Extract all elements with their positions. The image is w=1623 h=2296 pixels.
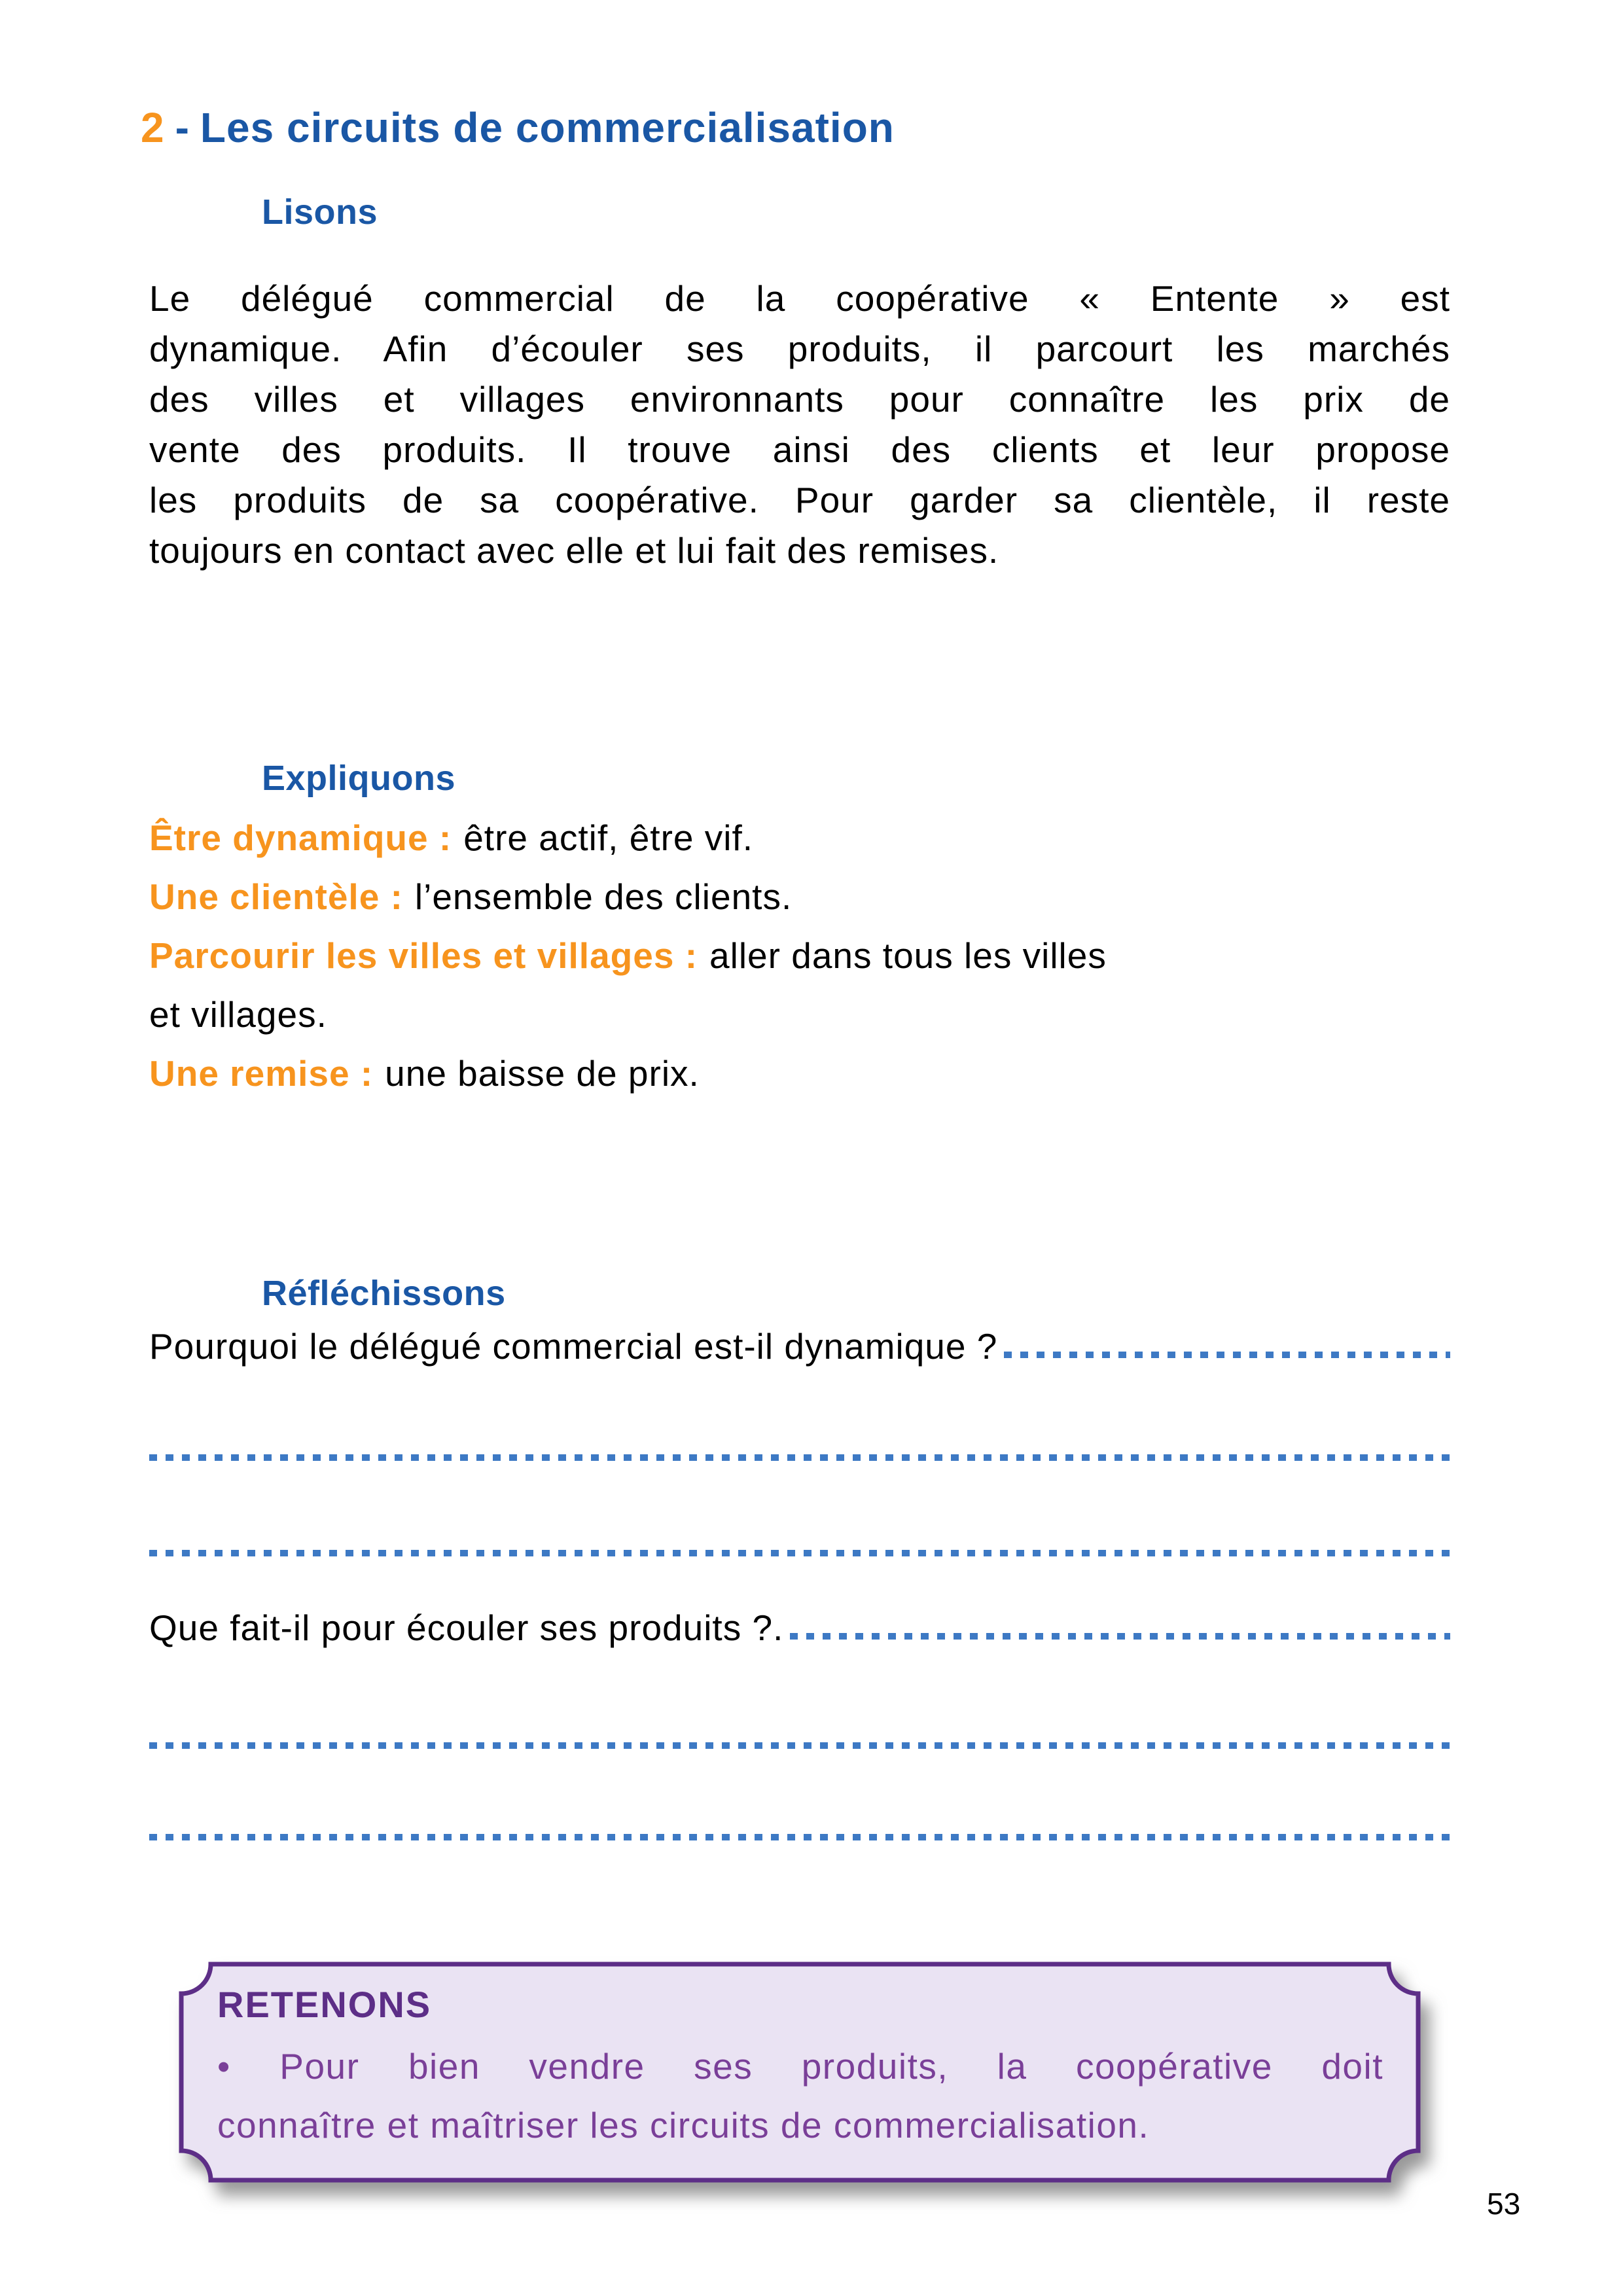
paragraph-line: toujours en contact avec elle et lui fait des remises. bbox=[149, 530, 999, 571]
definition-text: être actif, être vif. bbox=[463, 817, 754, 858]
paragraph-line: des villes et villages environnants pour connaître les prix de bbox=[149, 379, 1450, 420]
retenons-text-line: connaître et maîtriser les circuits de commercialisation. bbox=[217, 2105, 1150, 2145]
answer-line bbox=[149, 1834, 1450, 1840]
definition-text: une baisse de prix. bbox=[385, 1053, 700, 1094]
retenons-text-line: • Pour bien vendre ses produits, la coopérative doit bbox=[217, 2046, 1383, 2087]
section-heading bbox=[141, 103, 895, 152]
definition-term: Une clientèle : bbox=[149, 876, 403, 917]
question-2-text: Que fait-il pour écouler ses produits ?. bbox=[149, 1607, 784, 1648]
definition-text: l’ensemble des clients. bbox=[414, 876, 793, 917]
section-title: Les circuits de commercialisation bbox=[200, 104, 895, 151]
section-separator: - bbox=[175, 104, 190, 151]
paragraph-line: les produits de sa coopérative. Pour garder sa clientèle, il reste bbox=[149, 480, 1450, 520]
definition-term: Être dynamique : bbox=[149, 817, 452, 858]
page-number: 53 bbox=[1487, 2187, 1521, 2221]
definition-row bbox=[149, 985, 1450, 1044]
definition-row bbox=[149, 867, 1450, 926]
definition-term: Parcourir les villes et villages : bbox=[149, 935, 698, 976]
definition-text: aller dans tous les villes bbox=[709, 935, 1107, 976]
paragraph-line: vente des produits. Il trouve ainsi des clients et leur propose bbox=[149, 429, 1450, 470]
question-2-answer-dashes bbox=[790, 1633, 1450, 1640]
question-1-answer-dashes bbox=[1004, 1352, 1450, 1358]
answer-line bbox=[149, 1742, 1450, 1749]
definition-row bbox=[149, 1044, 1450, 1103]
definitions-list bbox=[149, 808, 1450, 1103]
paragraph-line: Le délégué commercial de la coopérative « Entente » est bbox=[149, 278, 1450, 319]
definition-row bbox=[149, 808, 1450, 867]
retenons-title: RETENONS bbox=[217, 1984, 432, 2025]
heading-reflechissons: Réfléchissons bbox=[262, 1274, 506, 1313]
definition-term: Une remise : bbox=[149, 1053, 374, 1094]
definition-text: et villages. bbox=[149, 994, 327, 1035]
answer-line bbox=[149, 1550, 1450, 1556]
section-number: 2 bbox=[141, 104, 165, 151]
retenons-text bbox=[217, 2037, 1383, 2155]
question-1 bbox=[149, 1325, 1450, 1367]
heading-expliquons: Expliquons bbox=[262, 759, 456, 798]
paragraph-line: dynamique. Afin d’écouler ses produits, il parcourt les marchés bbox=[149, 329, 1450, 369]
definition-row bbox=[149, 926, 1450, 985]
question-1-text: Pourquoi le délégué commercial est-il dynamique ? bbox=[149, 1326, 998, 1367]
question-2 bbox=[149, 1607, 1450, 1649]
reading-paragraph bbox=[149, 274, 1450, 576]
answer-line bbox=[149, 1454, 1450, 1461]
heading-lisons: Lisons bbox=[262, 192, 378, 232]
